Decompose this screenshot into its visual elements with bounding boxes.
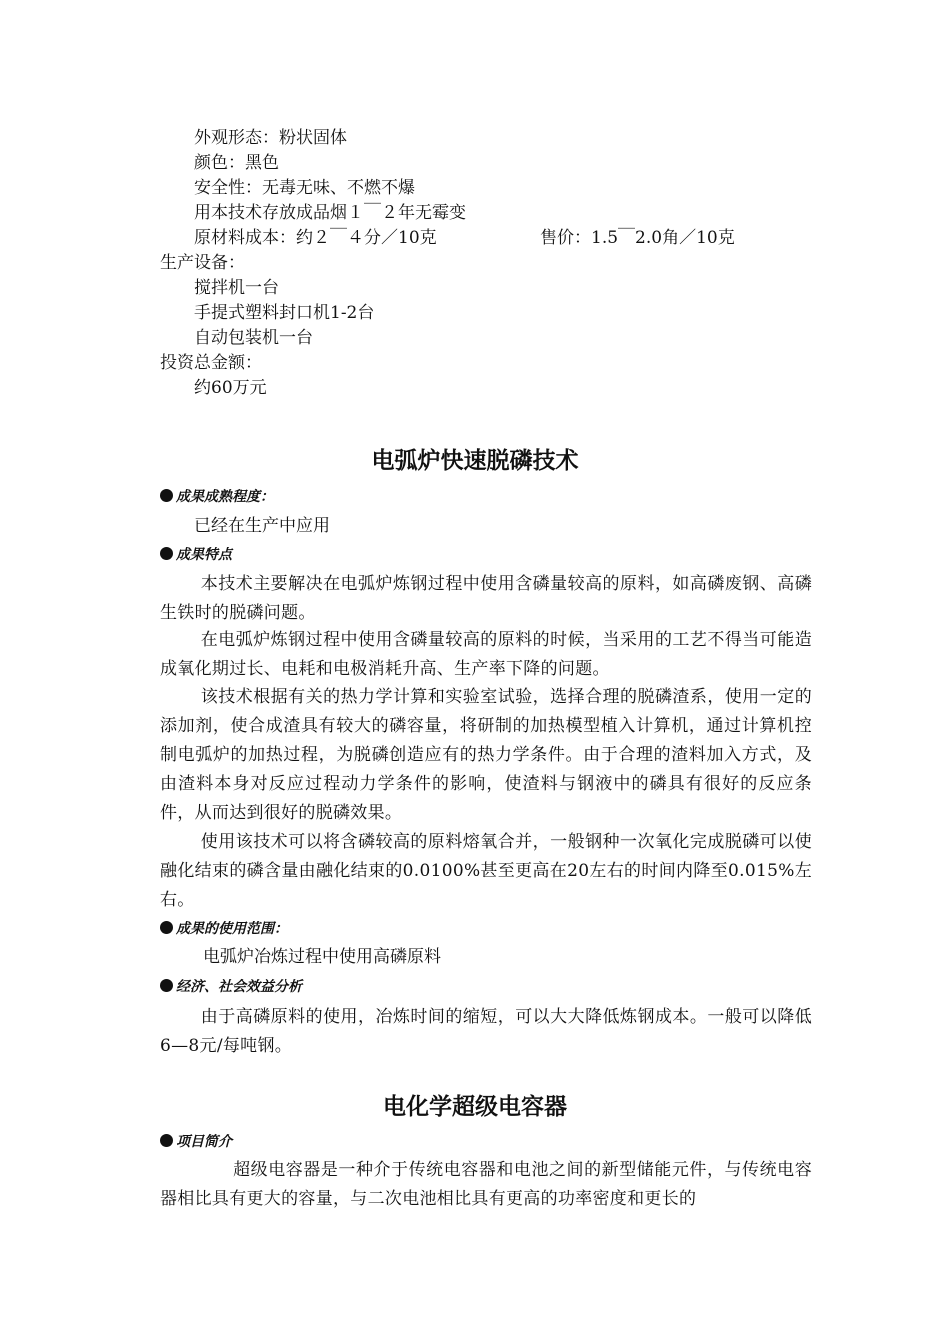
scope-text: 电弧炉冶炼过程中使用高磷原料 <box>203 947 441 967</box>
equipment-item: 自动包装机一台 <box>194 328 313 348</box>
intro-heading: 项目简介 <box>160 1132 232 1152</box>
benefit-paragraph: 由于高磷原料的使用，冶炼时间的缩短，可以大大降低炼钢成本。一般可以降低6—8元/每吨钢。 <box>160 1007 812 1056</box>
price-text: 售价：1.5￣2.0角／10克 <box>540 228 735 248</box>
color-line: 颜色：黑色 <box>194 153 279 173</box>
maturity-text: 已经在生产中应用 <box>194 516 330 536</box>
maturity-heading: 成果成熟程度： <box>160 487 274 507</box>
section-title: 电化学超级电容器 <box>383 1094 567 1120</box>
cost-line <box>194 226 854 251</box>
intro-paragraph: 超级电容器是一种介于传统电容器和电池之间的新型储能元件，与传统电容器相比具有更大的容量，与二次电池相比具有更高的功率密度和更长的 <box>160 1160 812 1209</box>
feature-paragraph: 在电弧炉炼钢过程中使用含磷量较高的原料的时候，当采用的工艺不得当可能造成氧化期过长、电耗和电极消耗升高、生产率下降的问题。 <box>160 630 812 679</box>
storage-line: 用本技术存放成品烟１￣２年无霉变 <box>194 203 466 223</box>
section-title: 电弧炉快速脱磷技术 <box>371 448 579 474</box>
bullet-icon <box>160 921 173 934</box>
feature-paragraph: 使用该技术可以将含磷较高的原料熔氧合并，一般钢种一次氧化完成脱磷可以使融化结束的磷含量由融化结束的0.0100%甚至更高在20左右的时间内降至0.015%左右。 <box>160 832 812 910</box>
equipment-item: 手提式塑料封口机1-2台 <box>194 303 375 323</box>
bullet-icon <box>160 547 173 560</box>
bullet-icon <box>160 1134 173 1147</box>
features-heading: 成果特点 <box>160 545 232 565</box>
feature-paragraph: 该技术根据有关的热力学计算和实验室试验，选择合理的脱磷渣系，使用一定的添加剂，使合成渣具有较大的磷容量，将研制的加热模型植入计算机，通过计算机控制电弧炉的加热过程，为脱磷创造应有的热力学条件。由于合理的渣料加入方式，及由渣料本身对反应过程动力学条件的影响，使渣料与钢液中的磷具有很好的反应条件，从而达到很好的脱磷效果。 <box>160 687 812 823</box>
safety-line: 安全性：无毒无味、不燃不爆 <box>194 178 415 198</box>
bullet-icon <box>160 979 173 992</box>
feature-paragraph: 本技术主要解决在电弧炉炼钢过程中使用含磷量较高的原料，如高磷废钢、高磷生铁时的脱磷问题。 <box>160 574 812 623</box>
equipment-item: 搅拌机一台 <box>194 278 279 298</box>
scope-heading: 成果的使用范围： <box>160 919 288 939</box>
cost-text: 原材料成本：约２￣４分／10克 <box>194 228 437 248</box>
appearance-line: 外观形态：粉状固体 <box>194 128 347 148</box>
bullet-icon <box>160 489 173 502</box>
benefit-heading: 经济、社会效益分析 <box>160 977 302 997</box>
equipment-heading: 生产设备： <box>160 253 245 273</box>
investment-heading: 投资总金额： <box>160 353 262 373</box>
investment-value: 约60万元 <box>194 378 267 398</box>
